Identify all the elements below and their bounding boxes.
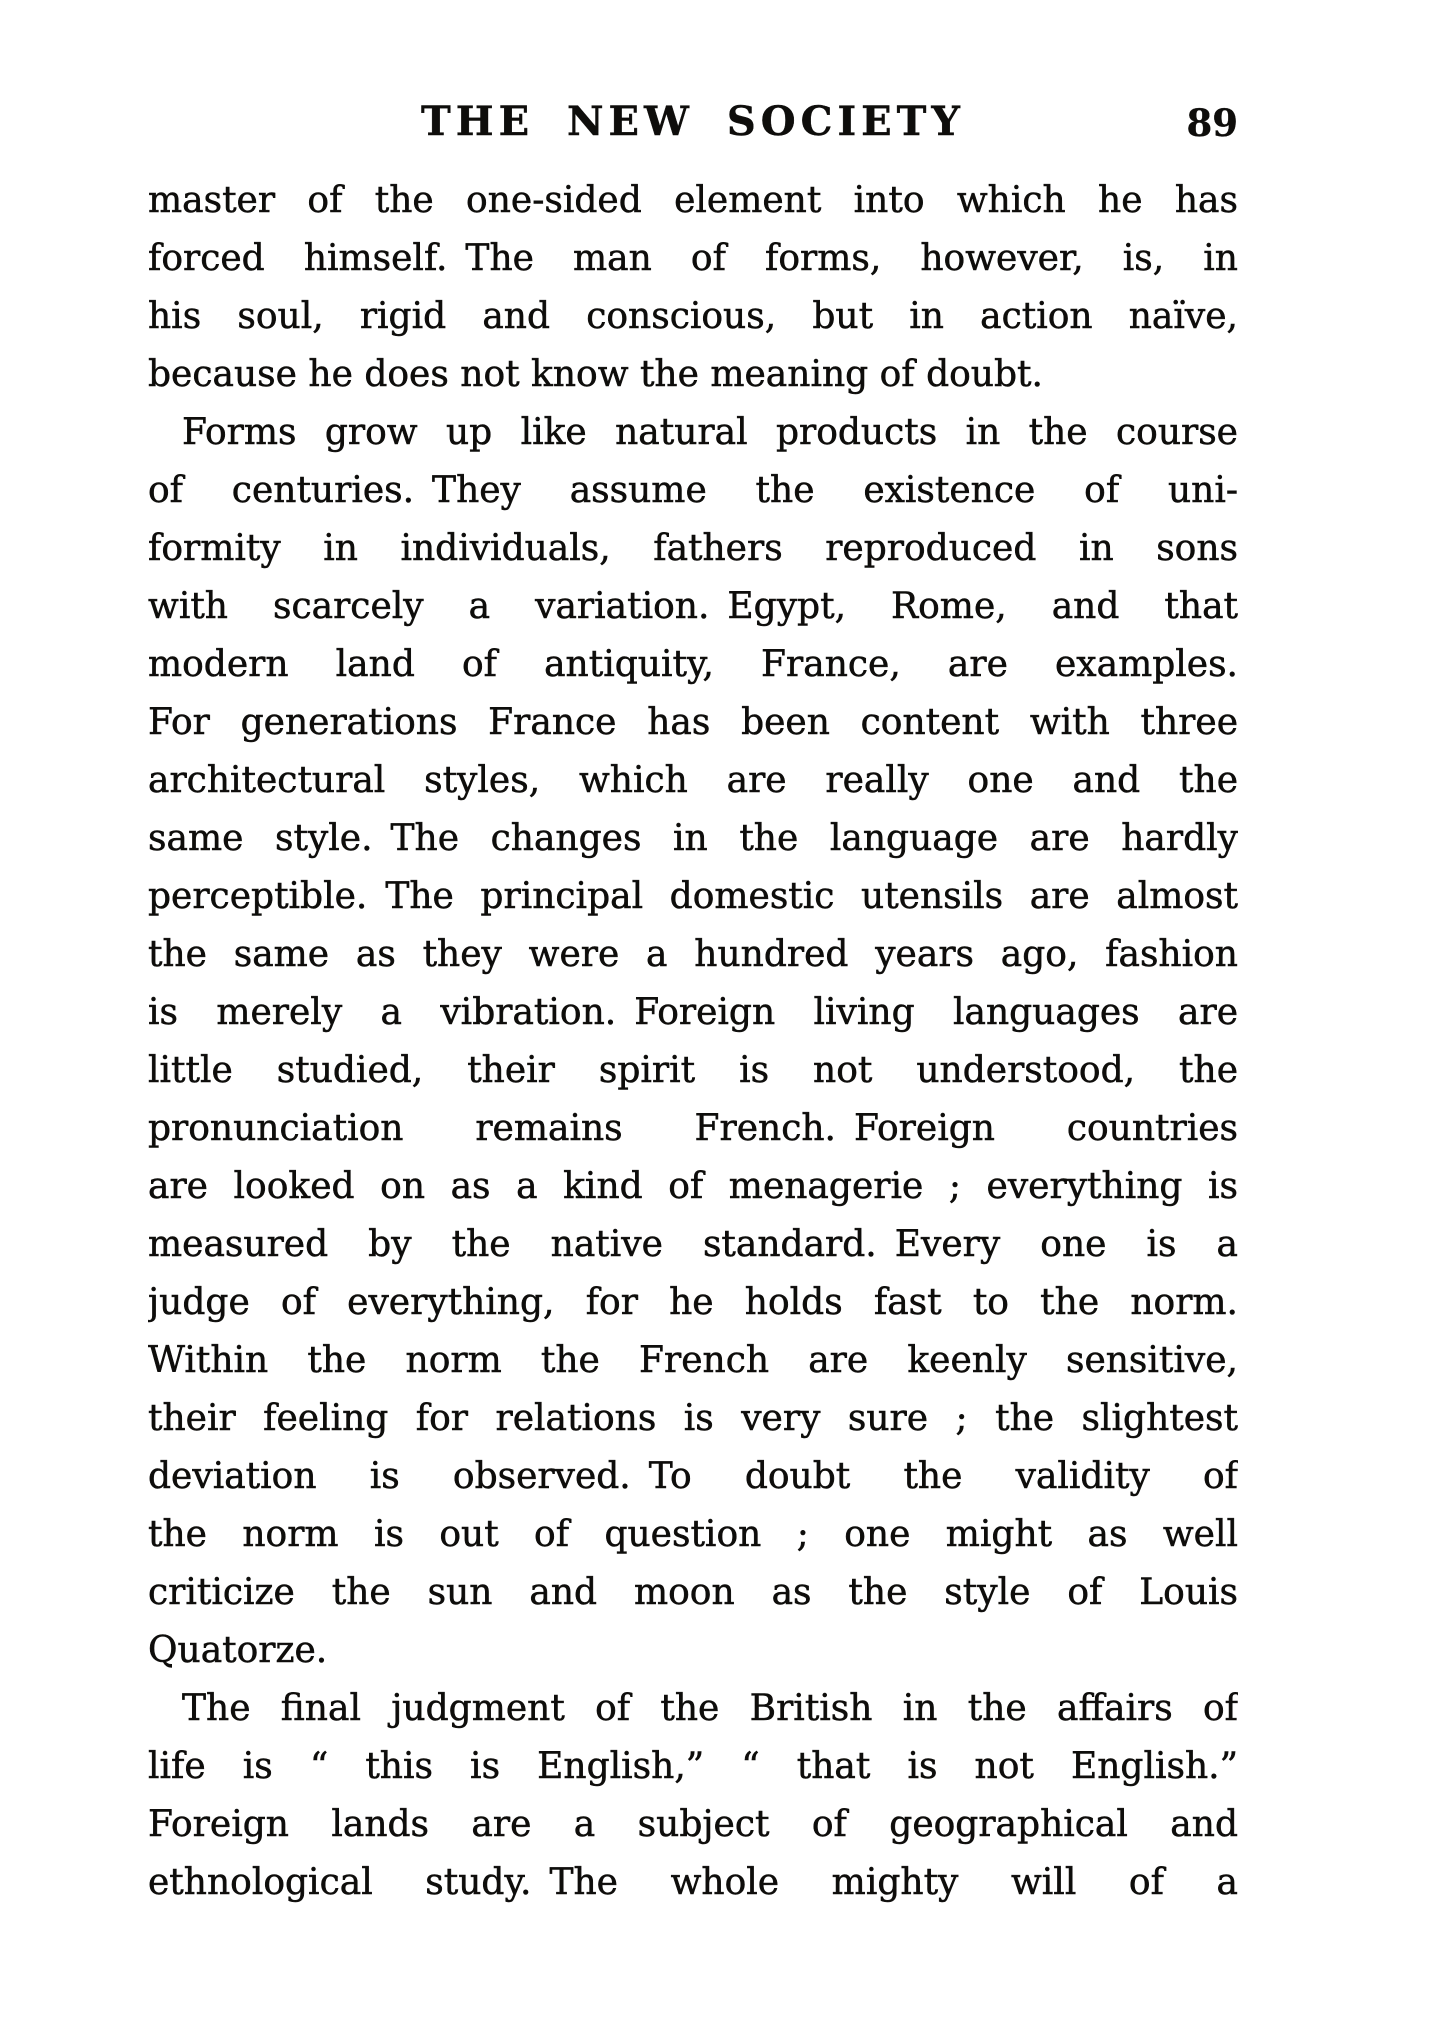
text-line: the same as they were a hundred years ago, fashion [148, 934, 1238, 975]
text-line: because he does not know the meaning of doubt. [148, 354, 1043, 395]
text-line: with scarcely a variation. Egypt, Rome, and that [148, 586, 1238, 627]
text-line: life is “ this is English,” “ that is not English.” [148, 1746, 1238, 1787]
text-line: master of the one-sided element into which he has [148, 180, 1238, 221]
page-number: 89 [1186, 101, 1238, 145]
running-title: THE NEW SOCIETY [421, 98, 965, 145]
text-line: deviation is observed. To doubt the validity of [148, 1456, 1238, 1497]
text-line: little studied, their spirit is not understood, the [148, 1050, 1238, 1091]
text-line: the norm is out of question ; one might as well [148, 1514, 1238, 1555]
text-line: perceptible. The principal domestic utensils are almost [148, 876, 1238, 917]
text-line: Foreign lands are a subject of geographical and [148, 1804, 1238, 1845]
text-line: forced himself. The man of forms, however, is, in [148, 238, 1238, 279]
paragraph [148, 172, 1238, 404]
text-line: his soul, rigid and conscious, but in action naïve, [148, 296, 1238, 337]
text-line: of centuries. They assume the existence of uni- [148, 470, 1238, 511]
text-line: formity in individuals, fathers reproduced in sons [148, 528, 1238, 569]
text-line: same style. The changes in the language are hardly [148, 818, 1238, 859]
text-line: Forms grow up like natural products in the course [182, 412, 1238, 453]
text-line: modern land of antiquity, France, are examples. [148, 644, 1238, 685]
text-line: pronunciation remains French. Foreign countries [148, 1108, 1238, 1149]
text-line: For generations France has been content with three [148, 702, 1238, 743]
text-line: Within the norm the French are keenly sensitive, [148, 1340, 1238, 1381]
text-line: ethnological study. The whole mighty will of a [148, 1862, 1238, 1903]
text-line: The final judgment of the British in the affairs of [182, 1688, 1238, 1729]
text-line: Quatorze. [148, 1630, 328, 1671]
text-line: architectural styles, which are really one and the [148, 760, 1238, 801]
paragraph [148, 404, 1238, 1680]
paragraph [148, 1680, 1238, 1912]
text-line: judge of everything, for he holds fast to the norm. [148, 1282, 1238, 1323]
text-line: criticize the sun and moon as the style of Louis [148, 1572, 1238, 1613]
text-line: are looked on as a kind of menagerie ; everything is [148, 1166, 1238, 1207]
text-line: their feeling for relations is very sure ; the slightest [148, 1398, 1238, 1439]
text-line: measured by the native standard. Every one is a [148, 1224, 1238, 1265]
text-line: is merely a vibration. Foreign living languages are [148, 992, 1238, 1033]
text-block [148, 172, 1238, 1912]
page-header [148, 98, 1238, 158]
